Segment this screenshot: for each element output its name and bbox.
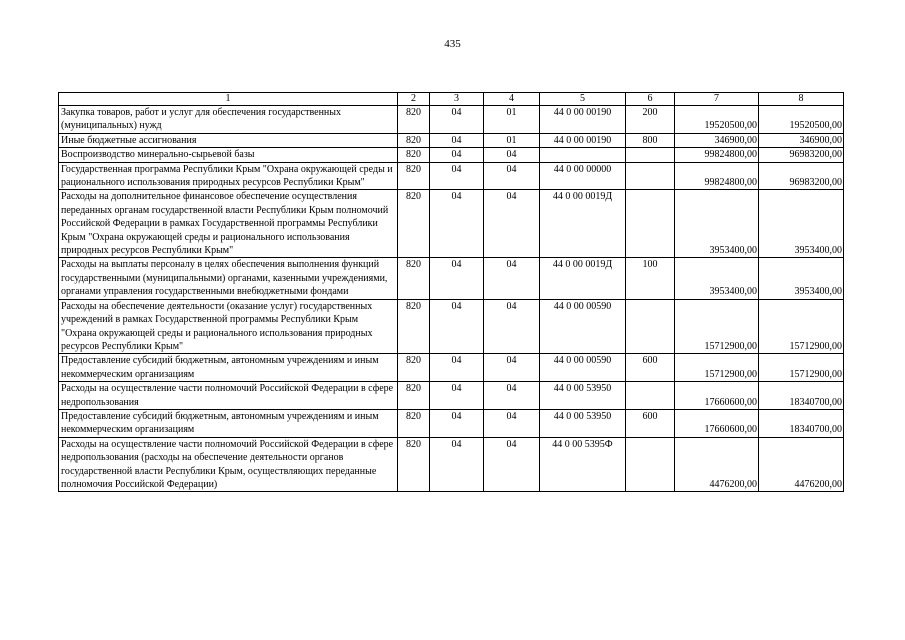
cell-name: Государственная программа Республики Крым "Охрана окружающей среды и рационального использования природных ресурсов Республики Крым" [59, 162, 398, 190]
cell-expense-type [626, 299, 675, 354]
cell-target-article: 44 0 00 5395Ф [540, 437, 626, 492]
cell-subsection: 04 [484, 409, 540, 437]
cell-admin-code: 820 [398, 133, 430, 147]
cell-amount-year-2: 3953400,00 [759, 190, 844, 258]
cell-target-article [540, 148, 626, 162]
cell-section: 04 [430, 437, 484, 492]
header-cell-6: 6 [626, 93, 675, 106]
cell-amount-year-1: 17660600,00 [675, 382, 759, 410]
cell-name: Иные бюджетные ассигнования [59, 133, 398, 147]
header-cell-1: 1 [59, 93, 398, 106]
cell-subsection: 04 [484, 162, 540, 190]
cell-admin-code: 820 [398, 354, 430, 382]
table-row [59, 133, 844, 147]
table-row [59, 258, 844, 299]
header-cell-4: 4 [484, 93, 540, 106]
cell-amount-year-1: 3953400,00 [675, 258, 759, 299]
header-cell-5: 5 [540, 93, 626, 106]
cell-target-article: 44 0 00 00190 [540, 133, 626, 147]
cell-amount-year-1: 15712900,00 [675, 354, 759, 382]
cell-name: Расходы на осуществление части полномочий Российской Федерации в сфере недропользования (расходы на обеспечение деятельности органов государственной власти Республики Крым, осуществляющих переданные полномочия Российской Федерации) [59, 437, 398, 492]
table-row [59, 190, 844, 258]
cell-subsection: 04 [484, 354, 540, 382]
cell-amount-year-1: 17660600,00 [675, 409, 759, 437]
cell-admin-code: 820 [398, 162, 430, 190]
cell-amount-year-2: 15712900,00 [759, 299, 844, 354]
table-row [59, 299, 844, 354]
cell-section: 04 [430, 258, 484, 299]
page-number: 435 [444, 38, 461, 50]
cell-target-article: 44 0 00 00590 [540, 354, 626, 382]
cell-expense-type [626, 382, 675, 410]
cell-amount-year-1: 3953400,00 [675, 190, 759, 258]
cell-admin-code: 820 [398, 382, 430, 410]
cell-section: 04 [430, 190, 484, 258]
cell-target-article: 44 0 00 53950 [540, 409, 626, 437]
cell-expense-type: 600 [626, 354, 675, 382]
cell-section: 04 [430, 148, 484, 162]
cell-amount-year-2: 15712900,00 [759, 354, 844, 382]
cell-subsection: 01 [484, 133, 540, 147]
cell-name: Воспроизводство минерально-сырьевой базы [59, 148, 398, 162]
cell-admin-code: 820 [398, 409, 430, 437]
cell-amount-year-1: 19520500,00 [675, 106, 759, 134]
cell-target-article: 44 0 00 0019Д [540, 258, 626, 299]
table-row [59, 437, 844, 492]
table-row [59, 382, 844, 410]
cell-amount-year-2: 96983200,00 [759, 162, 844, 190]
cell-expense-type [626, 162, 675, 190]
cell-expense-type [626, 190, 675, 258]
header-cell-2: 2 [398, 93, 430, 106]
cell-target-article: 44 0 00 00590 [540, 299, 626, 354]
cell-amount-year-1: 4476200,00 [675, 437, 759, 492]
cell-name: Расходы на дополнительное финансовое обеспечение осуществления переданных органам государственной власти Республики Крым полномочий Российской Федерации в рамках Государственной программы Республики Крым "Охрана окружающей среды и рационального использования природных ресурсов Республики Крым" [59, 190, 398, 258]
cell-expense-type: 600 [626, 409, 675, 437]
cell-amount-year-2: 18340700,00 [759, 382, 844, 410]
cell-target-article: 44 0 00 53950 [540, 382, 626, 410]
cell-expense-type: 100 [626, 258, 675, 299]
cell-admin-code: 820 [398, 299, 430, 354]
header-cell-7: 7 [675, 93, 759, 106]
cell-amount-year-2: 3953400,00 [759, 258, 844, 299]
cell-name: Расходы на осуществление части полномочий Российской Федерации в сфере недропользования [59, 382, 398, 410]
cell-subsection: 01 [484, 106, 540, 134]
cell-name: Расходы на выплаты персоналу в целях обеспечения выполнения функций государственными (муниципальными) органами, казенными учреждениями, органами управления государственными внебюджетными фондами [59, 258, 398, 299]
cell-section: 04 [430, 133, 484, 147]
cell-amount-year-2: 4476200,00 [759, 437, 844, 492]
cell-admin-code: 820 [398, 106, 430, 134]
cell-expense-type: 800 [626, 133, 675, 147]
table-row [59, 148, 844, 162]
cell-target-article: 44 0 00 0019Д [540, 190, 626, 258]
cell-admin-code: 820 [398, 258, 430, 299]
cell-amount-year-1: 346900,00 [675, 133, 759, 147]
cell-section: 04 [430, 382, 484, 410]
cell-amount-year-2: 19520500,00 [759, 106, 844, 134]
cell-section: 04 [430, 162, 484, 190]
cell-subsection: 04 [484, 190, 540, 258]
cell-amount-year-1: 99824800,00 [675, 162, 759, 190]
cell-amount-year-1: 15712900,00 [675, 299, 759, 354]
table-row [59, 354, 844, 382]
cell-target-article: 44 0 00 00190 [540, 106, 626, 134]
cell-amount-year-2: 18340700,00 [759, 409, 844, 437]
cell-name: Расходы на обеспечение деятельности (оказание услуг) государственных учреждений в рамках Государственной программы Республики Крым "Охрана окружающей среды и рационального использования природных ресурсов Республики Крым" [59, 299, 398, 354]
cell-subsection: 04 [484, 382, 540, 410]
cell-admin-code: 820 [398, 190, 430, 258]
cell-expense-type: 200 [626, 106, 675, 134]
cell-admin-code: 820 [398, 437, 430, 492]
cell-section: 04 [430, 354, 484, 382]
cell-target-article: 44 0 00 00000 [540, 162, 626, 190]
table-row [59, 162, 844, 190]
cell-name: Предоставление субсидий бюджетным, автономным учреждениям и иным некоммерческим организациям [59, 409, 398, 437]
cell-expense-type [626, 437, 675, 492]
cell-subsection: 04 [484, 437, 540, 492]
table-row [59, 409, 844, 437]
cell-section: 04 [430, 299, 484, 354]
cell-amount-year-2: 96983200,00 [759, 148, 844, 162]
cell-name: Предоставление субсидий бюджетным, автономным учреждениям и иным некоммерческим организациям [59, 354, 398, 382]
cell-subsection: 04 [484, 299, 540, 354]
cell-amount-year-1: 99824800,00 [675, 148, 759, 162]
cell-admin-code: 820 [398, 148, 430, 162]
cell-name: Закупка товаров, работ и услуг для обеспечения государственных (муниципальных) нужд [59, 106, 398, 134]
cell-subsection: 04 [484, 258, 540, 299]
header-cell-8: 8 [759, 93, 844, 106]
cell-amount-year-2: 346900,00 [759, 133, 844, 147]
budget-table [58, 92, 844, 492]
cell-subsection: 04 [484, 148, 540, 162]
table-row [59, 106, 844, 134]
cell-section: 04 [430, 409, 484, 437]
table-header-row [59, 93, 844, 106]
cell-section: 04 [430, 106, 484, 134]
header-cell-3: 3 [430, 93, 484, 106]
cell-expense-type [626, 148, 675, 162]
